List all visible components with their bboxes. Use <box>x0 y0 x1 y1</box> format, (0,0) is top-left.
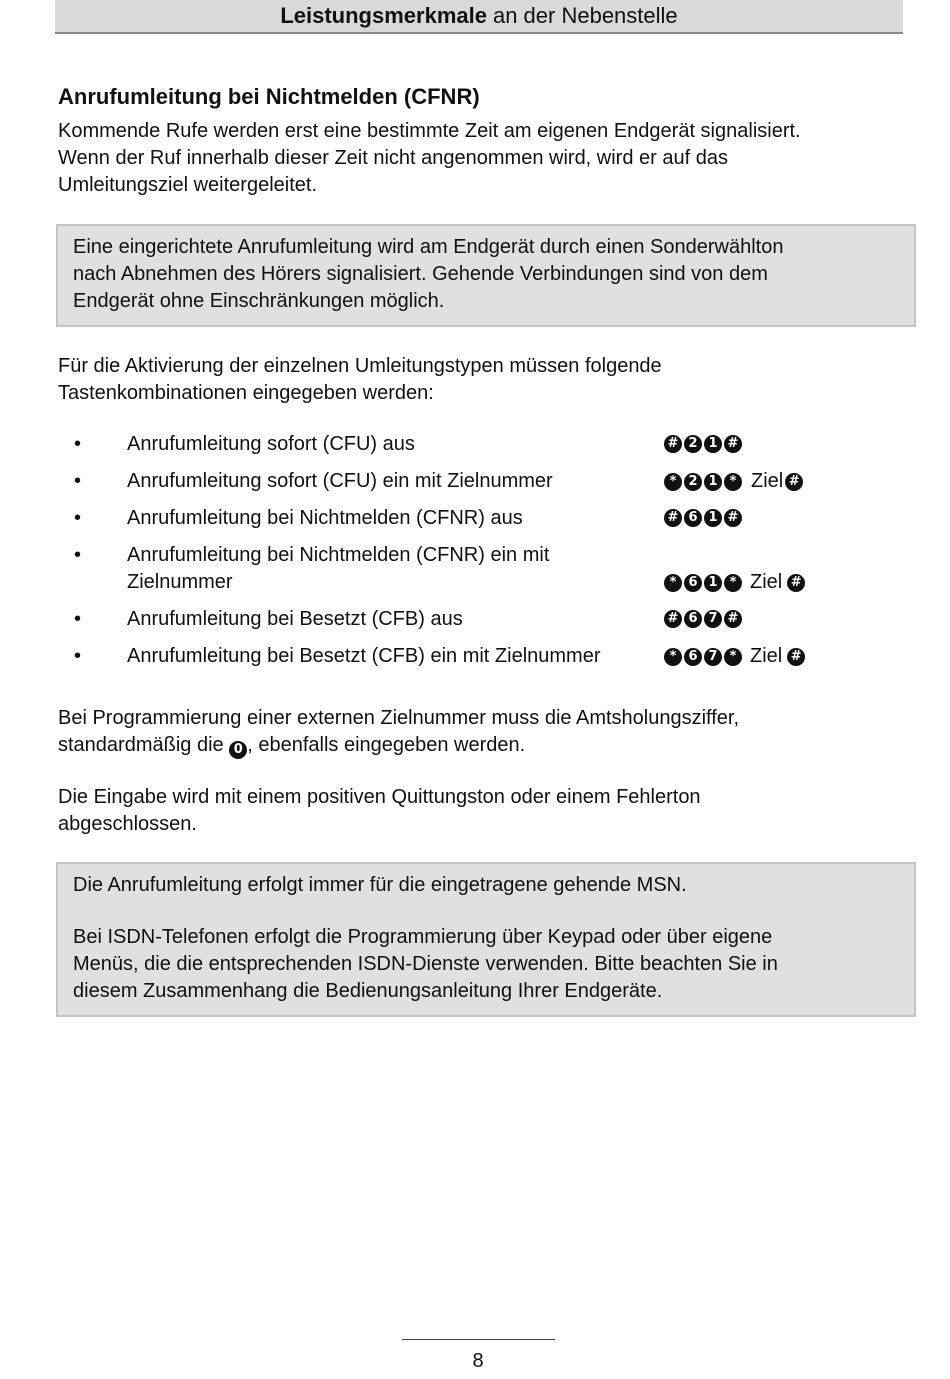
note-line: nach Abnehmen des Hörers signalisiert. Gehende Verbindungen sind von dem <box>73 263 768 285</box>
hash-key-icon: # <box>724 509 742 527</box>
external-number-paragraph <box>58 705 908 759</box>
activation-line: Tastenkombinationen eingegeben werden: <box>58 382 434 404</box>
intro-line: Kommende Rufe werden erst eine bestimmte Zeit am eigenen Endgerät signalisiert. <box>58 120 801 142</box>
list-item-label: Anrufumleitung sofort (CFU) aus <box>127 433 415 455</box>
external-line: Bei Programmierung einer externen Zielnummer muss die Amtsholungsziffer, <box>58 707 740 729</box>
list-item-label: Anrufumleitung bei Besetzt (CFB) aus <box>127 608 463 630</box>
list-item-label: Anrufumleitung bei Nichtmelden (CFNR) aus <box>127 507 523 529</box>
star-key-icon: * <box>664 574 682 592</box>
hash-key-icon: # <box>724 435 742 453</box>
note-msn-text: Die Anrufumleitung erfolgt immer für die eingetragene gehende MSN. <box>73 874 687 896</box>
hash-key-icon: # <box>724 610 742 628</box>
confirm-line: Die Eingabe wird mit einem positiven Quittungston oder einem Fehlerton <box>58 786 701 808</box>
digit-key-icon: 6 <box>684 610 702 628</box>
bullet-icon: • <box>74 544 82 566</box>
note-box-msn <box>56 862 916 1017</box>
external-line-2 <box>58 732 908 759</box>
confirmation-paragraph <box>58 784 908 838</box>
star-key-icon: * <box>724 648 742 666</box>
note-isdn-line: Bei ISDN-Telefonen erfolgt die Programmierung über Keypad oder über eigene <box>73 926 773 948</box>
bullet-icon: • <box>74 507 82 529</box>
digit-key-icon: 2 <box>684 473 702 491</box>
bullet-icon: • <box>74 470 82 492</box>
list-item-label: Anrufumleitung bei Besetzt (CFB) ein mit Zielnummer <box>127 645 601 667</box>
note-isdn-line: Menüs, die die entsprechenden ISDN-Dienste verwenden. Bitte beachten Sie in <box>73 953 778 975</box>
bullet-icon: • <box>74 433 82 455</box>
note-isdn-paragraph <box>73 924 899 1005</box>
star-key-icon: * <box>724 574 742 592</box>
hash-key-icon: # <box>787 574 805 592</box>
digit-key-icon: 1 <box>704 435 722 453</box>
bullet-icon: • <box>74 645 82 667</box>
star-key-icon: * <box>724 473 742 491</box>
activation-intro <box>58 353 908 407</box>
digit-key-icon: 6 <box>684 574 702 592</box>
hash-key-icon: # <box>787 648 805 666</box>
digit-key-icon: 1 <box>704 509 722 527</box>
digit-key-icon: 1 <box>704 574 722 592</box>
hash-key-icon: # <box>664 435 682 453</box>
note-line: Endgerät ohne Einschränkungen möglich. <box>73 290 445 312</box>
intro-line: Umleitungsziel weitergeleitet. <box>58 174 318 196</box>
key-sequence <box>664 610 742 628</box>
key-sequence <box>664 569 805 596</box>
ziel-label: Ziel <box>750 571 783 593</box>
intro-paragraph <box>58 118 908 199</box>
note-line: Eine eingerichtete Anrufumleitung wird am Endgerät durch einen Sonderwählton <box>73 236 784 258</box>
activation-line: Für die Aktivierung der einzelnen Umleitungstypen müssen folgende <box>58 355 662 377</box>
digit-key-icon: 6 <box>684 509 702 527</box>
key-sequence <box>664 643 805 670</box>
external-text: standardmäßig die <box>58 734 224 756</box>
digit-key-icon: 7 <box>704 648 722 666</box>
footer-rule <box>402 1339 555 1340</box>
intro-line: Wenn der Ruf innerhalb dieser Zeit nicht angenommen wird, wird er auf das <box>58 147 728 169</box>
page-number: 8 <box>472 1350 484 1372</box>
ziel-label: Ziel <box>750 645 783 667</box>
hash-key-icon: # <box>664 509 682 527</box>
section-title: Anrufumleitung bei Nichtmelden (CFNR) <box>58 84 480 109</box>
bullet-icon: • <box>74 608 82 630</box>
note-isdn-line: diesem Zusammenhang die Bedienungsanleitung Ihrer Endgeräte. <box>73 980 663 1002</box>
ziel-label: Ziel <box>751 470 784 492</box>
hash-key-icon: # <box>785 473 803 491</box>
star-key-icon: * <box>664 648 682 666</box>
confirm-line: abgeschlossen. <box>58 813 197 835</box>
key-sequence <box>664 509 742 527</box>
hash-key-icon: # <box>664 610 682 628</box>
star-key-icon: * <box>664 473 682 491</box>
digit-key-icon: 7 <box>704 610 722 628</box>
page-header <box>55 0 903 34</box>
zero-key-icon: 0 <box>229 741 247 759</box>
list-item-label: Anrufumleitung sofort (CFU) ein mit Zielnummer <box>127 470 553 492</box>
digit-key-icon: 2 <box>684 435 702 453</box>
header-title-rest: an der Nebenstelle <box>492 3 678 28</box>
digit-key-icon: 1 <box>704 473 722 491</box>
external-text: , ebenfalls eingegeben werden. <box>247 734 526 756</box>
key-sequence <box>664 468 803 495</box>
header-title-bold: Leistungsmerkmale <box>280 3 487 28</box>
key-sequence <box>664 435 742 453</box>
note-box-dial-tone <box>56 224 916 327</box>
list-item-label: Anrufumleitung bei Nichtmelden (CFNR) ein mit Zielnummer <box>127 544 550 593</box>
digit-key-icon: 6 <box>684 648 702 666</box>
